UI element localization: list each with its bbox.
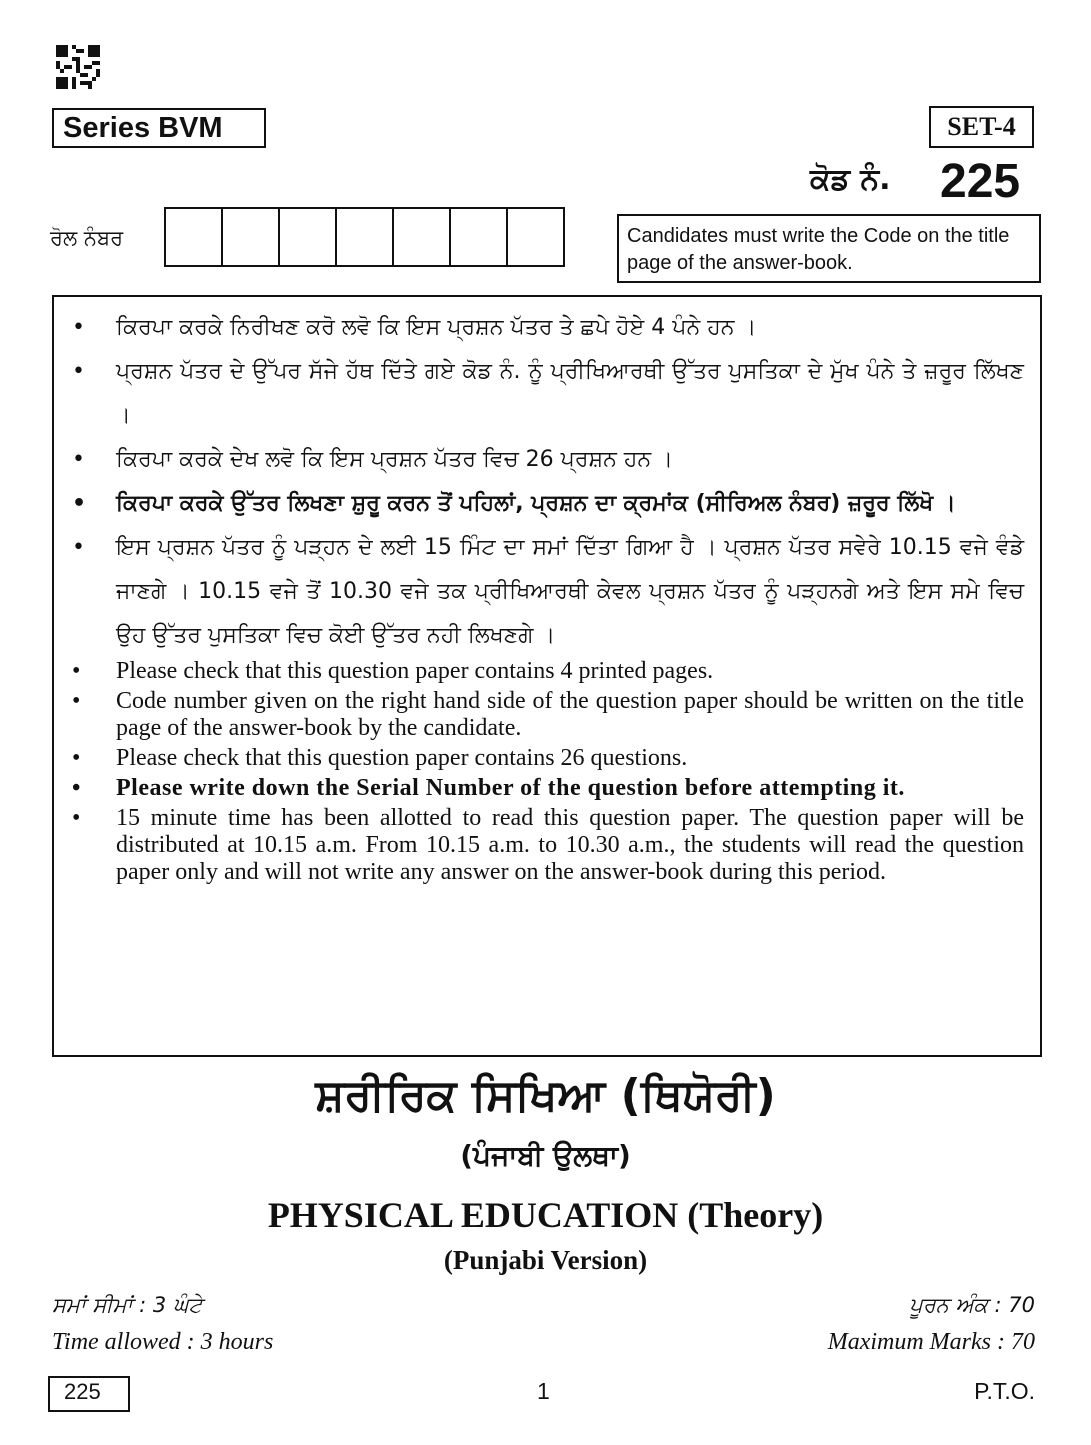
instruction-item: • Please check that this question paper contains 4 printed pages. [72,658,1024,685]
instruction-item: • ਪ੍ਰਸ਼ਨ ਪੱਤਰ ਦੇ ਉੱਪਰ ਸੱਜੇ ਹੱਥ ਦਿੱਤੇ ਗਏ ਕੋਡ ਨੰ. ਨੂੰ ਪ੍ਰੀਖਿਆਰਥੀ ਉੱਤਰ ਪੁਸਤਿਕਾ ਦੇ ਮੁੱਖ ਪੰਨੇ ਤੇ ਜ਼ਰੂਰ ਲਿੱਖਣ । [72,350,1024,438]
instruction-item: • ਕਿਰਪਾ ਕਰਕੇ ਨਿਰੀਖਣ ਕਰੋ ਲਵੋ ਕਿ ਇਸ ਪ੍ਰਸ਼ਨ ਪੱਤਰ ਤੇ ਛਪੇ ਹੋਏ 4 ਪੰਨੇ ਹਨ । [72,306,1024,350]
roll-box[interactable] [449,207,508,267]
set-label: SET-4 [929,106,1034,148]
instruction-item: • Please check that this question paper contains 26 questions. [72,745,1024,772]
candidate-note: Candidates must write the Code on the title page of the answer-book. [617,214,1041,283]
roll-box[interactable] [278,207,337,267]
instructions-english [72,658,1024,886]
instruction-item: • Please write down the Serial Number of the question before attempting it. [72,775,1024,802]
instructions-punjabi [72,306,1024,658]
qr-code-icon [56,45,100,89]
instruction-item: • 15 minute time has been allotted to read this question paper. The question paper will be distributed at 10.15 a.m. From 10.15 a.m. to 10.30 a.m., the students will read the question paper only and will not write any answer on the answer-book during this period. [72,805,1024,886]
max-marks-punjabi: ਪੂਰਨ ਅੰਕ : 70 [909,1293,1035,1317]
footer-code-box [48,1376,130,1412]
instruction-item: • ਕਿਰਪਾ ਕਰਕੇ ਉੱਤਰ ਲਿਖਣਾ ਸ਼ੁਰੂ ਕਰਨ ਤੋਂ ਪਹਿਲਾਂ, ਪ੍ਰਸ਼ਨ ਦਾ ਕ੍ਰਮਾਂਕ (ਸੀਰਿਅਲ ਨੰਬਰ) ਜ਼ਰੂਰ ਲਿੱਖੋ । [72,482,1024,526]
instruction-item: • ਇਸ ਪ੍ਰਸ਼ਨ ਪੱਤਰ ਨੂੰ ਪੜ੍ਹਨ ਦੇ ਲਈ 15 ਮਿੰਟ ਦਾ ਸਮਾਂ ਦਿੱਤਾ ਗਿਆ ਹੈ । ਪ੍ਰਸ਼ਨ ਪੱਤਰ ਸਵੇਰੇ 10.15 ਵਜੇ ਵੰਡੇ ਜਾਣਗੇ । 10.15 ਵਜੇ ਤੋਂ 10.30 ਵਜੇ ਤਕ ਪ੍ਰੀਖਿਆਰਥੀ ਕੇਵਲ ਪ੍ਰਸ਼ਨ ਪੱਤਰ ਨੂੰ ਪੜ੍ਹਨਗੇ ਅਤੇ ਇਸ ਸਮੇ ਵਿਚ ਉਹ ਉੱਤਰ ਪੁਸਤਿਕਾ ਵਿਚ ਕੋਈ ਉੱਤਰ ਨਹੀ ਲਿਖਣਗੇ । [72,526,1024,658]
subject-title-english: PHYSICAL EDUCATION (Theory) [267,1195,824,1235]
roll-number-label: ਰੋਲ ਨੰਬਰ [50,226,124,250]
roll-number-boxes [164,207,565,267]
instruction-item: • ਕਿਰਪਾ ਕਰਕੇ ਦੇਖ ਲਵੋ ਕਿ ਇਸ ਪ੍ਰਸ਼ਨ ਪੱਤਰ ਵਿਚ 26 ਪ੍ਰਸ਼ਨ ਹਨ । [72,438,1024,482]
roll-box[interactable] [506,207,565,267]
subject-title-punjabi: ਸ਼ਰੀਰਿਕ ਸਿਖਿਆ (ਥਿਯੋਰੀ) [315,1070,776,1121]
subject-subtitle-english: (Punjabi Version) [443,1245,648,1275]
roll-box[interactable] [335,207,394,267]
roll-box[interactable] [164,207,223,267]
max-marks-english: Maximum Marks : 70 [827,1329,1035,1355]
footer-code: 225 [64,1379,101,1404]
roll-box[interactable] [392,207,451,267]
time-allowed-punjabi: ਸਮਾਂ ਸੀਮਾਂ : 3 ਘੰਟੇ [52,1293,203,1317]
code-label: ਕੋਡ ਨੰ. [810,162,891,197]
page-number: 1 [537,1378,550,1404]
series-label: Series BVM [52,108,266,148]
instruction-item: • Code number given on the right hand side of the question paper should be written on the title page of the answer-book by the candidate. [72,688,1024,742]
pto-label: P.T.O. [974,1378,1035,1404]
time-allowed-english: Time allowed : 3 hours [52,1329,274,1355]
roll-box[interactable] [221,207,280,267]
subject-subtitle-punjabi: (ਪੰਜਾਬੀ ਉਲਥਾ) [460,1139,631,1172]
instructions-box [52,295,1042,1057]
code-number: 225 [940,155,1021,208]
